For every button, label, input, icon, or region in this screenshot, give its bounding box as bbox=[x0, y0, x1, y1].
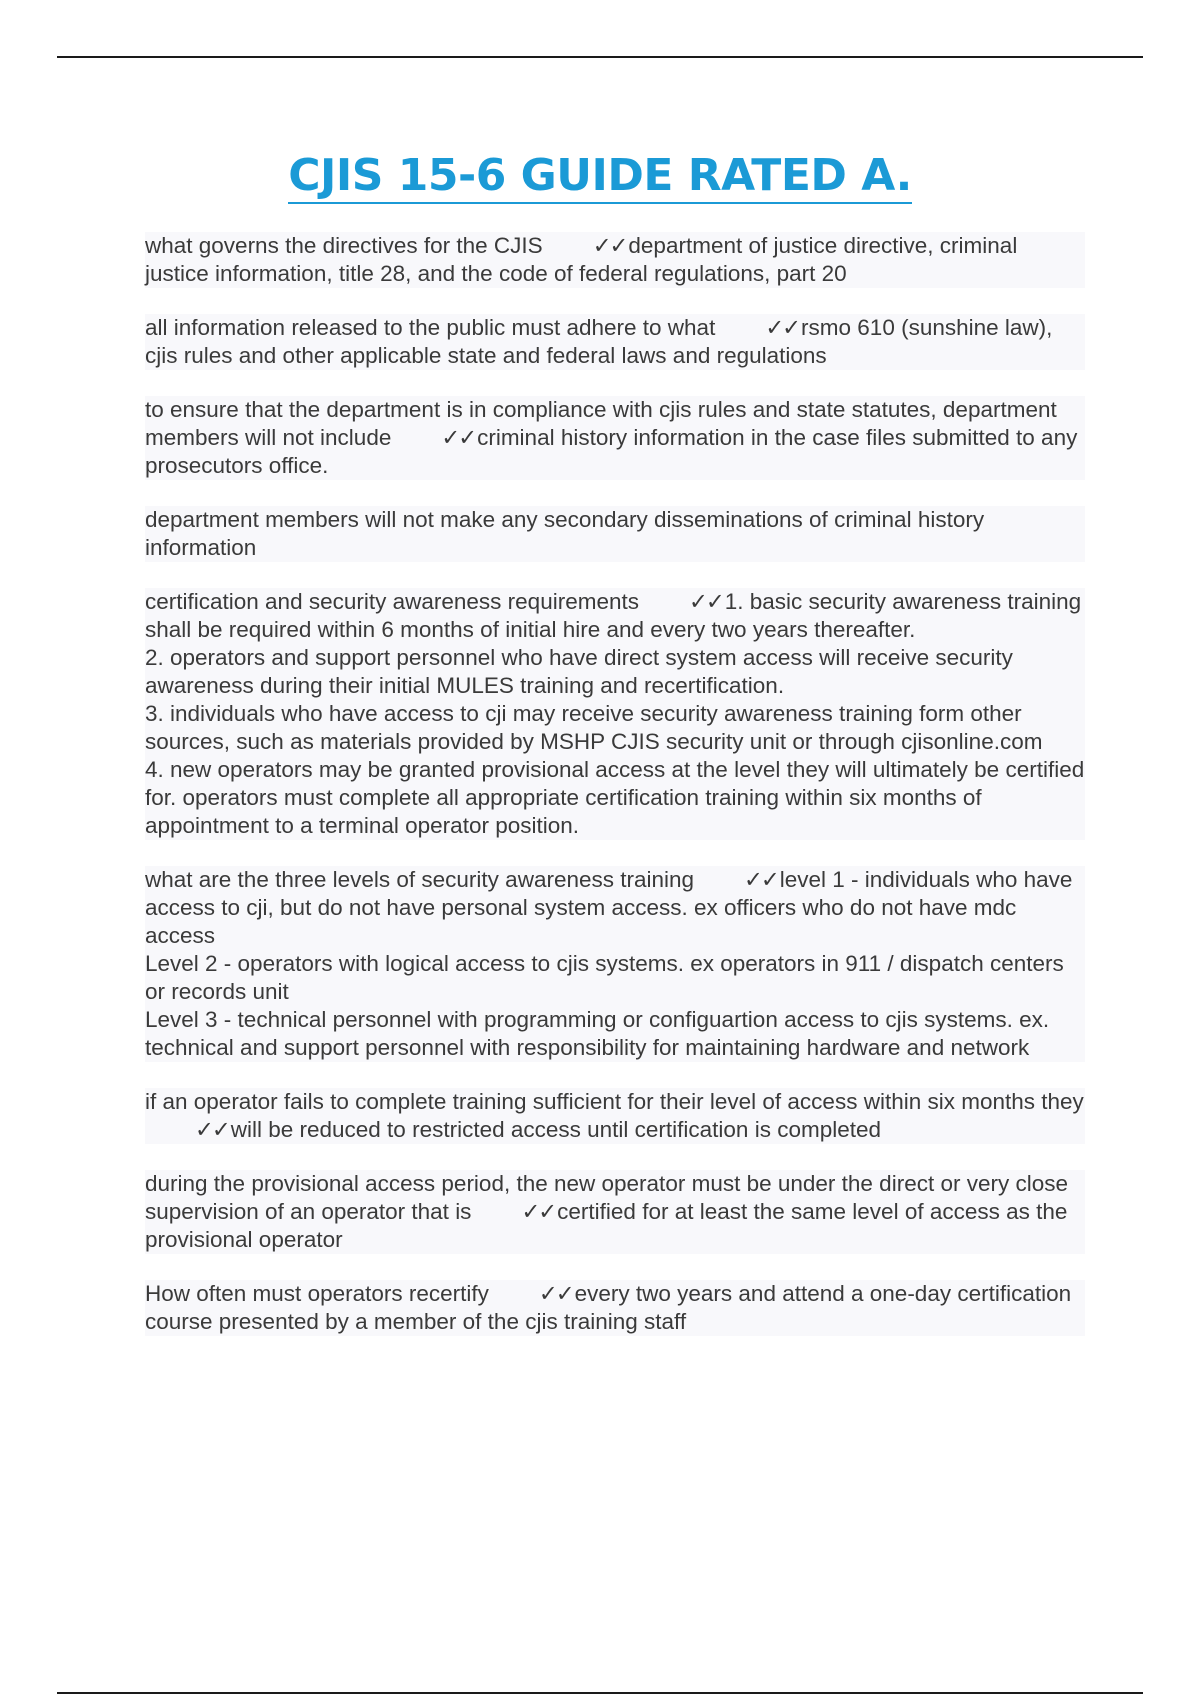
answer: department of justice directive, criminal justice information, title 28, and the code of federal regulations, part 20 bbox=[145, 233, 1018, 286]
answer: will be reduced to restricted access until certification is completed bbox=[230, 1117, 882, 1142]
qa-item bbox=[145, 396, 1085, 480]
check-icon: ✓✓ bbox=[688, 589, 723, 614]
qa-item bbox=[145, 1170, 1085, 1254]
top-rule bbox=[57, 56, 1143, 58]
question: all information released to the public must adhere to what bbox=[145, 315, 716, 340]
qa-item bbox=[145, 1280, 1085, 1336]
question: if an operator fails to complete training sufficient for their level of access within six months they bbox=[145, 1089, 1084, 1114]
question: what are the three levels of security awareness training bbox=[145, 867, 695, 892]
question: what governs the directives for the CJIS bbox=[145, 233, 543, 258]
check-icon: ✓✓ bbox=[521, 1199, 556, 1224]
check-icon: ✓✓ bbox=[744, 867, 778, 892]
qa-item bbox=[145, 1088, 1085, 1144]
question: certification and security awareness requirements bbox=[145, 589, 639, 614]
answer: every two years and attend a one-day certification course presented by a member of the cjis training staff bbox=[145, 1281, 1072, 1334]
answer: rsmo 610 (sunshine law), cjis rules and other applicable state and federal laws and regulations bbox=[145, 315, 1053, 368]
check-icon: ✓✓ bbox=[765, 315, 800, 340]
check-icon: ✓✓ bbox=[195, 1117, 229, 1142]
bottom-rule bbox=[57, 1692, 1143, 1694]
answer: 1. basic security awareness training shall be required within 6 months of initial hire and every two years thereafter. 2. operators and support personnel who have direct system access will receive security awareness during their initial MULES training and recertification. 3. individuals who have access to cji may receive security awareness training form other sources, such as materials provided by MSHP CJIS security unit or through cjisonline.com 4. new operators may be granted provisional access at the level they will ultimately be certified for. operators must complete all appropriate certification training within six months of appointment to a terminal operator position. bbox=[145, 589, 1085, 838]
question: to ensure that the department is in compliance with cjis rules and state statutes, department members will not include bbox=[145, 397, 1057, 450]
check-icon: ✓✓ bbox=[441, 425, 476, 450]
qa-item bbox=[145, 314, 1085, 370]
question: department members will not make any secondary disseminations of criminal history information bbox=[145, 507, 985, 560]
qa-list bbox=[145, 232, 1085, 1362]
page-title: CJIS 15-6 GUIDE RATED A. bbox=[0, 150, 1200, 201]
answer: criminal history information in the case files submitted to any prosecutors office. bbox=[145, 425, 1078, 478]
question: during the provisional access period, the new operator must be under the direct or very close supervision of an operator that is bbox=[145, 1171, 1068, 1224]
qa-item bbox=[145, 232, 1085, 288]
check-icon: ✓✓ bbox=[592, 233, 627, 258]
check-icon: ✓✓ bbox=[538, 1281, 573, 1306]
qa-item bbox=[145, 506, 1085, 562]
question: How often must operators recertify bbox=[145, 1281, 489, 1306]
qa-item bbox=[145, 588, 1085, 840]
answer: level 1 - individuals who have access to cji, but do not have personal system access. ex officers who do not have mdc access Level 2 - operators with logical access to cjis systems. ex operators in 911 / dispatch centers or records unit Level 3 - technical personnel with programming or configuartion access to cjis systems. ex. technical and support personnel with responsibility for maintaining hardware and network bbox=[145, 867, 1073, 1060]
qa-item bbox=[145, 866, 1085, 1062]
answer: certified for at least the same level of access as the provisional operator bbox=[145, 1199, 1068, 1252]
